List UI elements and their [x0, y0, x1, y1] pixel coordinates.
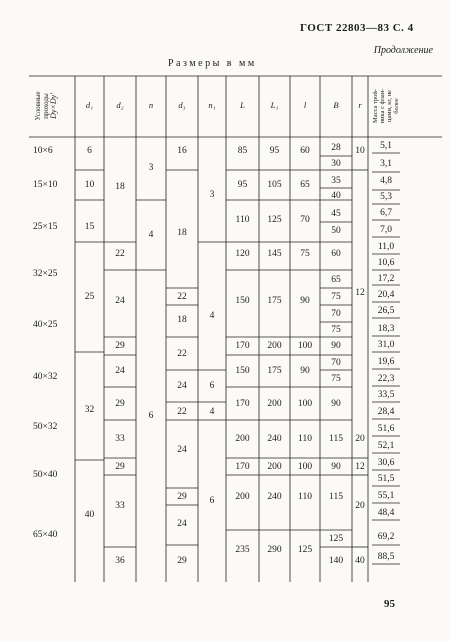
B-cell: 35 [331, 176, 341, 186]
B-cell: 90 [331, 341, 341, 351]
col-header-r: r [358, 100, 362, 110]
B-cell: 50 [331, 226, 341, 236]
col-header-mass-line2: ника с флан- [379, 88, 386, 124]
col-header-d1: d₁ [85, 100, 94, 110]
n1-cell: 6 [209, 381, 215, 391]
l-cell: 110 [298, 492, 312, 502]
n-cell: 6 [148, 411, 154, 421]
n1-cell: 3 [209, 190, 215, 200]
mass-cell: 51,6 [377, 424, 395, 434]
dy-cell: 25×15 [33, 222, 58, 232]
mass-cell: 17,2 [377, 274, 395, 284]
L-cell: 110 [235, 215, 250, 225]
B-cell: 60 [331, 249, 341, 259]
page-number: 95 [384, 598, 395, 610]
mass-cell: 3,1 [380, 159, 392, 169]
B-cell: 28 [331, 143, 341, 153]
col-header-n1: n₁ [208, 100, 216, 110]
d2-cell: 24 [115, 366, 125, 376]
col-header-L: L [240, 100, 245, 110]
r-cell: 20 [355, 434, 365, 444]
col-header-dy-line3: Dу×Dу' [49, 93, 58, 119]
l-cell: 70 [300, 215, 310, 225]
L1-cell: 175 [267, 296, 282, 306]
L1-cell: 175 [267, 366, 282, 376]
r-cell: 20 [355, 501, 365, 511]
B-cell: 125 [328, 534, 344, 544]
d3-cell: 22 [177, 349, 187, 359]
d1-cell: 25 [84, 292, 95, 302]
L1-cell: 240 [267, 434, 282, 444]
l-cell: 90 [300, 366, 310, 376]
B-cell: 65 [331, 275, 341, 285]
l-cell: 75 [300, 249, 310, 259]
r-cell: 12 [355, 288, 365, 298]
d2-cell: 22 [115, 249, 125, 259]
B-cell: 140 [328, 556, 344, 566]
L1-cell: 240 [267, 492, 282, 502]
continuation-label: Продолжение [373, 45, 433, 56]
B-cell: 115 [329, 492, 343, 502]
d1-cell: 10 [84, 180, 95, 190]
d2-cell: 29 [115, 341, 125, 351]
d3-cell: 24 [177, 445, 187, 455]
d2-cell: 33 [115, 434, 125, 444]
col-header-mass [372, 78, 400, 134]
d3-cell: 22 [177, 407, 187, 417]
mass-cell: 5,3 [380, 192, 392, 202]
L-cell: 170 [235, 462, 250, 472]
mass-cell: 10,6 [377, 258, 395, 268]
n1-cell: 6 [209, 496, 215, 506]
l-cell: 100 [297, 341, 313, 351]
mass-cell: 4,8 [380, 176, 392, 186]
d2-cell: 33 [115, 501, 125, 511]
L1-cell: 200 [267, 399, 282, 409]
L-cell: 170 [235, 341, 250, 351]
dy-cell: 50×40 [33, 470, 58, 480]
mass-cell: 30,6 [377, 458, 395, 468]
mass-cell: 26,5 [377, 306, 395, 316]
dy-cell: 50×32 [33, 422, 58, 432]
d2-cell: 24 [115, 296, 125, 306]
mass-cell: 7,0 [380, 225, 392, 235]
d2-cell: 29 [115, 399, 125, 409]
dy-cell: 65×40 [33, 530, 58, 540]
d2-cell: 29 [115, 462, 125, 472]
mass-cell: 55,1 [377, 491, 395, 501]
mass-cell: 52,1 [377, 441, 395, 451]
B-cell: 40 [331, 191, 341, 201]
mass-cell: 28,4 [377, 407, 395, 417]
d3-cell: 24 [177, 519, 187, 529]
d3-cell: 22 [177, 292, 187, 302]
l-cell: 100 [297, 399, 313, 409]
l-cell: 100 [297, 462, 313, 472]
mass-cell: 18,3 [377, 324, 395, 334]
l-cell: 125 [297, 545, 313, 555]
dy-cell: 32×25 [33, 269, 58, 279]
col-header-dy-line2: проходы [42, 93, 50, 119]
L1-cell: 125 [267, 215, 282, 225]
L-cell: 235 [235, 545, 250, 555]
mass-cell: 11,0 [377, 242, 395, 252]
gost-header: ГОСТ 22803—83 С. 4 [300, 22, 414, 34]
col-header-mass-line3: цами, кг, не [386, 90, 393, 122]
n-cell: 3 [148, 163, 154, 173]
B-cell: 70 [331, 309, 341, 319]
L-cell: 200 [235, 434, 250, 444]
B-cell: 90 [331, 399, 341, 409]
d1-cell: 6 [87, 146, 92, 156]
l-cell: 65 [300, 180, 310, 190]
L-cell: 150 [235, 366, 250, 376]
l-cell: 60 [300, 146, 310, 156]
dy-cell: 10×6 [33, 146, 53, 156]
col-header-mass-line1: Масса трой- [372, 88, 379, 124]
col-header-mass-line4: более [393, 98, 400, 114]
col-header-d3: d₃ [178, 100, 186, 110]
L-cell: 200 [235, 492, 250, 502]
mass-cell: 31,0 [377, 340, 395, 350]
mass-cell: 20,4 [377, 290, 395, 300]
B-cell: 90 [331, 462, 341, 472]
col-header-l: l [303, 100, 307, 110]
d2-cell: 18 [115, 182, 125, 192]
B-cell: 70 [331, 358, 341, 368]
l-cell: 90 [300, 296, 310, 306]
d2-cell: 36 [115, 556, 125, 566]
B-cell: 75 [331, 292, 341, 302]
B-cell: 75 [331, 325, 341, 335]
L1-cell: 145 [267, 249, 282, 259]
d3-cell: 29 [177, 492, 187, 502]
col-header-dy-line1: Условные [34, 91, 42, 121]
L-cell: 85 [237, 146, 248, 156]
L-cell: 170 [235, 399, 250, 409]
n1-cell: 4 [209, 407, 215, 417]
table-caption: Размеры в мм [168, 58, 257, 69]
dy-cell: 40×25 [33, 320, 58, 330]
mass-cell: 19,6 [377, 357, 395, 367]
n1-cell: 4 [209, 311, 215, 321]
L1-cell: 200 [267, 341, 282, 351]
B-cell: 115 [329, 434, 343, 444]
r-cell: 12 [355, 462, 365, 472]
mass-cell: 51,5 [377, 474, 395, 484]
dy-cell: 40×32 [33, 372, 58, 382]
mass-cell: 88,5 [377, 552, 395, 562]
n-cell: 4 [148, 230, 154, 240]
col-header-dy [34, 78, 58, 134]
mass-cell: 22,3 [377, 374, 395, 384]
B-cell: 30 [331, 159, 341, 169]
L-cell: 120 [235, 249, 250, 259]
L1-cell: 290 [267, 545, 282, 555]
col-header-n: n [148, 100, 154, 110]
d3-cell: 29 [177, 556, 187, 566]
d1-cell: 32 [84, 405, 95, 415]
d3-cell: 18 [177, 315, 187, 325]
d3-cell: 16 [177, 146, 187, 156]
mass-cell: 6,7 [380, 208, 392, 218]
r-cell: 40 [355, 556, 365, 566]
d1-cell: 40 [84, 510, 95, 520]
col-header-L1: L₁ [270, 100, 279, 110]
L-cell: 95 [237, 180, 248, 190]
r-cell: 10 [355, 146, 365, 156]
l-cell: 110 [298, 434, 312, 444]
d3-cell: 18 [177, 228, 187, 238]
dy-cell: 15×10 [33, 180, 58, 190]
mass-cell: 48,4 [377, 508, 395, 518]
L-cell: 150 [235, 296, 250, 306]
L1-cell: 105 [267, 180, 282, 190]
L1-cell: 95 [269, 146, 280, 156]
mass-cell: 33,5 [377, 390, 395, 400]
B-cell: 45 [331, 209, 341, 219]
L1-cell: 200 [267, 462, 282, 472]
mass-cell: 5,1 [380, 141, 392, 151]
col-header-B: B [333, 100, 339, 110]
col-header-d2: d₂ [116, 100, 124, 110]
d3-cell: 24 [177, 381, 187, 391]
mass-cell: 69,2 [377, 532, 395, 542]
d1-cell: 15 [84, 222, 95, 232]
B-cell: 75 [331, 374, 341, 384]
